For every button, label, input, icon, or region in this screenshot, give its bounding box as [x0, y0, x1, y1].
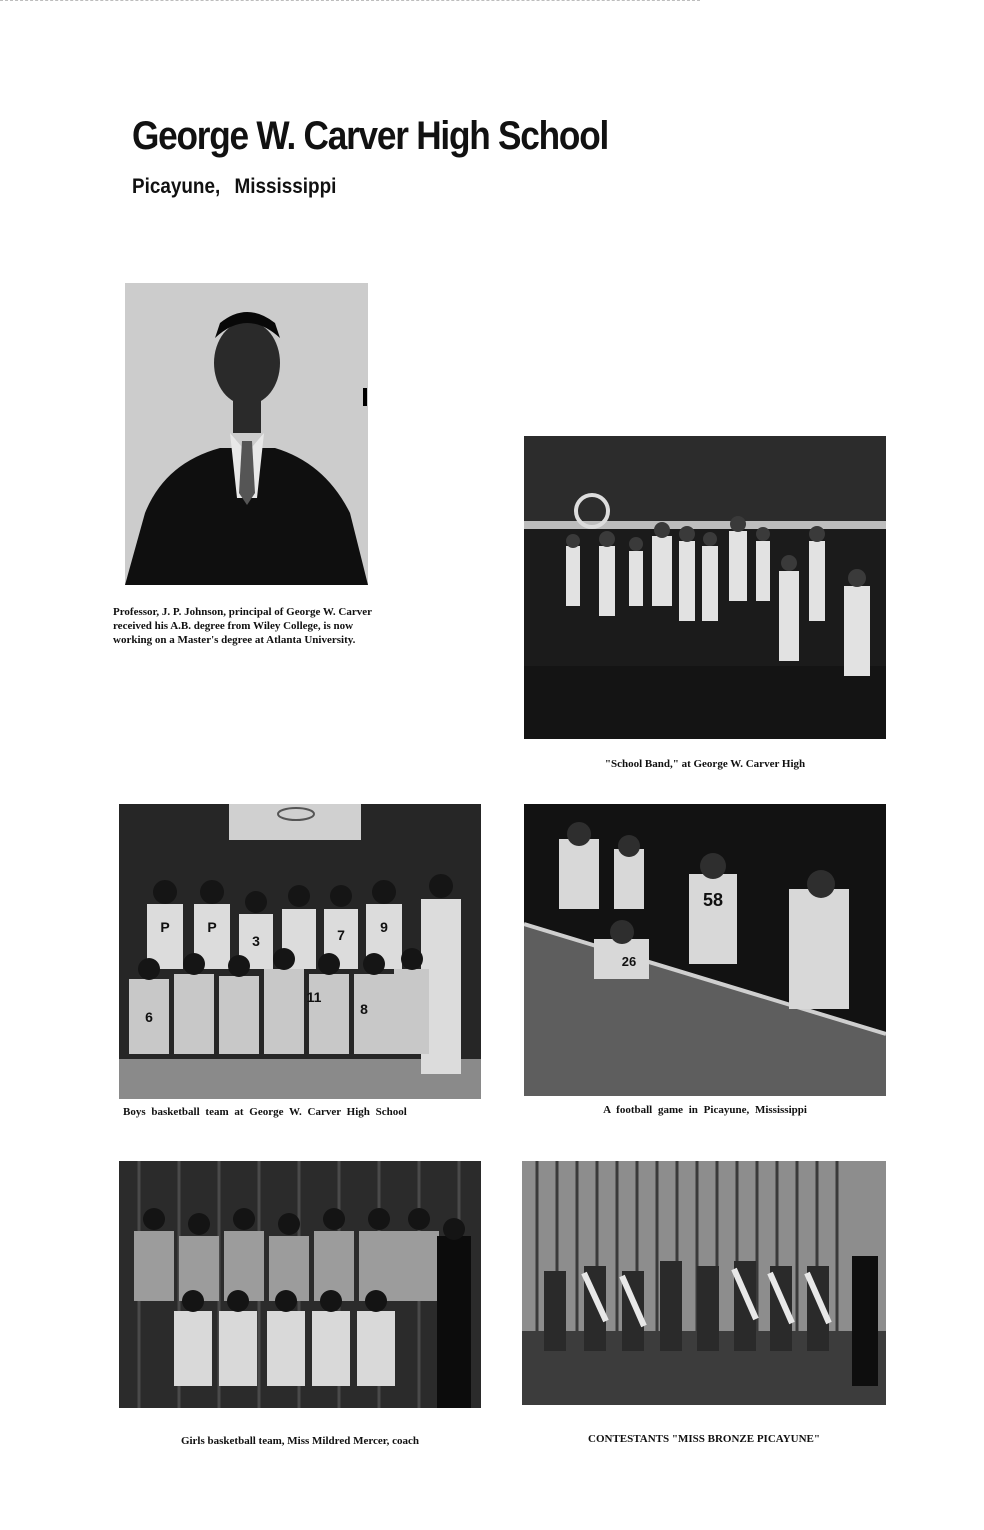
jersey-number: 7 — [337, 927, 345, 943]
girls-basketball-caption: Girls basketball team, Miss Mildred Mercer, coach — [180, 1435, 420, 1447]
jersey-number: P — [160, 919, 170, 935]
jersey-number: 58 — [702, 890, 724, 910]
football-photo — [524, 804, 886, 1096]
principal-caption: Professor, J. P. Johnson, principal of George W. Carver received his A.B. degree from Wiley College, is now working on a Master's degree at Atlanta University. — [113, 606, 372, 646]
girls-basketball-photo — [119, 1161, 481, 1408]
band-photo — [524, 436, 886, 739]
contestants-photo — [522, 1161, 886, 1405]
jersey-number: 11 — [306, 989, 322, 1005]
jersey-number: 26 — [621, 954, 637, 969]
page-subtitle: Picayune, Mississippi — [132, 175, 337, 198]
boys-basketball-caption: Boys basketball team at George W. Carver High School — [123, 1106, 407, 1118]
jersey-number: 6 — [145, 1009, 153, 1025]
principal-photo — [125, 283, 368, 585]
contestants-caption: CONTESTANTS "MISS BRONZE PICAYUNE" — [588, 1433, 820, 1445]
jersey-number: 8 — [360, 1001, 368, 1017]
page-top-rule — [0, 0, 700, 1]
page-title: George W. Carver High School — [132, 114, 609, 158]
jersey-number: 9 — [380, 919, 388, 935]
band-caption: "School Band," at George W. Carver High — [604, 758, 806, 770]
jersey-number: P — [207, 919, 217, 935]
jersey-number: 3 — [252, 933, 260, 949]
boys-basketball-photo — [119, 804, 481, 1099]
football-caption: A football game in Picayune, Mississippi — [603, 1104, 807, 1116]
